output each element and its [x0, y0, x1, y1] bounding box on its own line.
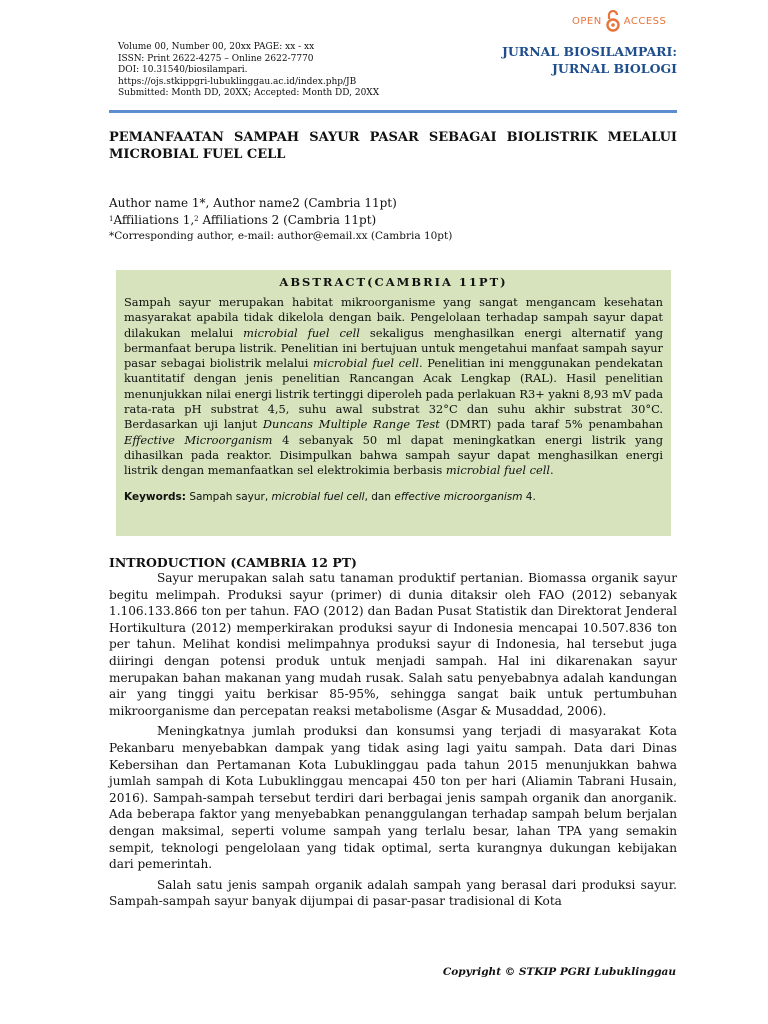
access-label: ACCESS — [623, 15, 667, 27]
article-meta — [118, 42, 458, 100]
abstract-seg: Sampah sayur merupakan habitat mikroorganisme yang sangat mengancam kesehatan masyarakat apabila tidak dikelola dengan baik. Pengelolaan terhadap sampah sayur dapat dilakukan melalui — [124, 295, 663, 340]
volume-line: Volume 00, Number 00, 20xx PAGE: xx - xx — [118, 42, 315, 52]
intro-paragraph-2: Meningkatnya jumlah produksi dan konsumsi yang terjadi di masyarakat Kota Pekanbaru menyebabkan dampak yang tidak asing lagi yaitu sampah. Data dari Dinas Kebersihan dan Pertamanan Kota Lubuklinggau pada tahun 2015 menunjukkan bahwa jumlah sampah di Kota Lubuklinggau mencapai 450 ton per hari (Aliamin Tabrani Husain, 2016). Sampah-sampah tersebut terdiri dari berbagai jenis sampah organik dan anorganik. Ada beberapa faktor yang menyebabkan penanggulangan terhadap sampah belum berjalan dengan maksimal, seperti volume sampah yang terlalu besar, lahan TPA yang semakin sempit, teknologi pengelolaan yang tidak optimal, serta kurangnya dukungan kebijakan dari pemerintah. — [109, 724, 677, 872]
keyword-seg-italic: effective microorganism — [394, 490, 523, 503]
introduction-body — [109, 570, 677, 914]
title-line2: MICROBIAL FUEL CELL — [109, 147, 286, 162]
keyword-seg: , dan — [364, 490, 395, 503]
keywords-label: Keywords: — [124, 490, 186, 503]
abstract-seg: sekaligus menghasilkan energi alternatif yang bermanfaat berupa listrik. Penelitian ini bertujuan untuk mengetahui manfaat sampah sayur pasar sebagai biolistrik melalui — [124, 325, 663, 371]
aff-2: Affiliations 2 (Cambria 11pt) — [198, 212, 377, 227]
open-label: OPEN — [572, 15, 602, 27]
abstract-seg-italic: microbial fuel cell — [243, 325, 360, 340]
intro-paragraph-1: Sayur merupakan salah satu tanaman produktif pertanian. Biomassa organik sayur begitu melimpah. Produksi sayur (primer) di dunia ditaksir oleh FAO (2012) sebanyak 1.106.133.866 ton per tahun. FAO (2012) dan Badan Pusat Statistik dan Direktorat Jenderal Hortikultura (2012) memperkirakan produksi sayur di Indonesia mencapai 10.507.836 ton per tahun. Melihat kondisi melimpahnya produksi sayur di Indonesia, hal tersebut juga diiringi dengan potensi produk untuk menjadi sampah. Hal ini dikarenakan sayur merupakan bahan makanan yang mudah rusak. Salah satu penyebabnya adalah kandungan air yang tinggi yaitu berkisar 85-95%, sehingga sangat baik untuk pertumbuhan mikroorganisme dan percepatan reaksi metabolisme (Asgar & Musaddad, 2006). — [109, 571, 677, 718]
journal-name-line1: JURNAL BIOSILAMPARI: — [501, 44, 677, 59]
aff-sup-2: 2 — [194, 214, 199, 223]
article-title — [109, 129, 677, 163]
abstract-text — [124, 295, 663, 479]
keyword-seg-italic: microbial fuel cell — [271, 490, 365, 503]
abstract-box — [116, 270, 671, 536]
abstract-seg: . — [550, 463, 554, 478]
journal-name — [502, 43, 677, 77]
abstract-seg: . Penelitian ini menggunakan pendekatan kuantitatif dengan jenis penelitian Rancangan Acak Lengkap (RAL). Hasil penelitian menunjukkan nilai energi listrik tertinggi diperoleh pada perlakuan R3+ yakni 8,93 mV pada rata-rata pH substrat 4,5, suhu awal substrat 32°C dan suhu akhir substrat 30°C. Berdasarkan uji lanjut — [124, 356, 663, 432]
aff-1: Affiliations 1, — [113, 212, 195, 227]
open-access-lock-icon — [606, 10, 620, 32]
submission-dates: Submitted: Month DD, 20XX; Accepted: Month DD, 20XX — [118, 88, 380, 99]
abstract-seg-italic: Duncans Multiple Range Test — [262, 417, 440, 432]
abstract-seg-italic: microbial fuel cell — [313, 356, 420, 371]
abstract-seg: 4 sebanyak 50 ml dapat meningkatkan energi listrik yang dihasilkan pada reaktor. Disimpulkan bahwa sampah sayur dapat menghasilkan energi listrik dengan memanfaatkan sel elektrokimia berbasis — [124, 432, 663, 478]
header-divider — [109, 110, 677, 113]
abstract-seg: (DMRT) pada taraf 5% penambahan — [439, 417, 663, 432]
keywords — [124, 491, 663, 503]
author-block — [109, 195, 452, 245]
introduction-heading: INTRODUCTION (CAMBRIA 12 PT) — [109, 555, 357, 570]
abstract-seg-italic: microbial fuel cell — [445, 463, 550, 478]
aff-sup-1: 1 — [109, 214, 114, 223]
issn-line: ISSN: Print 2622-4275 – Online 2622-7770 — [118, 53, 314, 64]
abstract-seg-italic: Effective Microorganism — [124, 432, 273, 447]
title-line1: PEMANFAATAN SAMPAH SAYUR PASAR SEBAGAI BIOLISTRIK MELALUI — [109, 130, 677, 145]
author-names: Author name 1*, Author name2 (Cambria 11pt) — [109, 196, 397, 210]
affiliations — [109, 212, 452, 229]
intro-paragraph-3: Salah satu jenis sampah organik adalah sampah yang berasal dari produksi sayur. Sampah-sampah sayur banyak dijumpai di pasar-pasar tradisional di Kota — [109, 877, 677, 909]
journal-name-line2: JURNAL BIOLOGI — [552, 61, 677, 76]
open-access-logo — [572, 10, 666, 32]
doi-line: DOI: 10.31540/biosilampari. — [118, 65, 248, 76]
journal-url[interactable]: https://ojs.stkippgri-lubuklinggau.ac.id/index.php/JB — [118, 76, 357, 87]
corresponding-author: *Corresponding author, e-mail: author@email.xx (Cambria 10pt) — [109, 230, 453, 242]
keyword-seg: Sampah sayur, — [185, 490, 272, 503]
keyword-seg: 4. — [522, 490, 536, 503]
abstract-heading: ABSTRACT(CAMBRIA 11PT) — [279, 275, 508, 289]
copyright-footer: Copyright © STKIP PGRI Lubuklinggau — [442, 966, 676, 978]
